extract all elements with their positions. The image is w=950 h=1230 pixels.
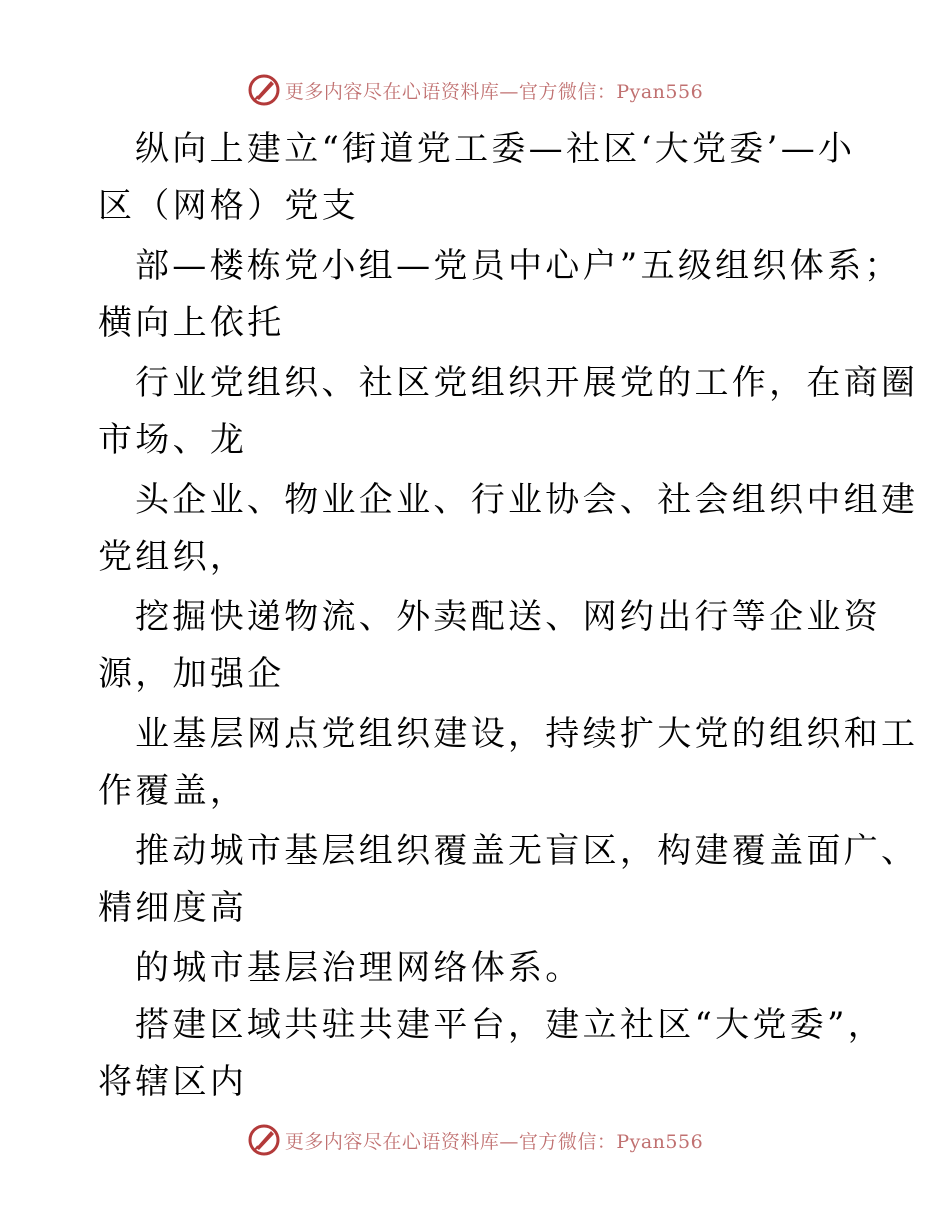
body-line: 区（网格）党支 (98, 186, 360, 226)
body-line: 将辖区内 (98, 1062, 248, 1102)
body-line: 头企业、物业企业、行业协会、社会组织中组建 (135, 480, 919, 520)
body-line: 横向上依托 (98, 303, 285, 343)
quill-logo-icon (247, 1123, 281, 1157)
body-line: 的城市基层治理网络体系。 (135, 948, 583, 988)
body-line: 挖掘快递物流、外卖配送、网约出行等企业资 (135, 597, 881, 637)
footer-banner (0, 1120, 950, 1160)
quill-logo-icon (247, 73, 281, 107)
body-line: 行业党组织、社区党组织开展党的工作，在商圈 (135, 363, 919, 403)
header-banner-text: 更多内容尽在心语资料库—官方微信：Pyan556 (284, 80, 704, 103)
body-line: 精细度高 (98, 888, 248, 928)
footer-banner-text: 更多内容尽在心语资料库—官方微信：Pyan556 (284, 1130, 704, 1153)
body-line: 推动城市基层组织覆盖无盲区，构建覆盖面广、 (135, 831, 919, 871)
body-line: 部—楼栋党小组—党员中心户”五级组织体系； (135, 246, 902, 286)
body-line: 作覆盖， (98, 771, 248, 811)
body-line: 搭建区域共驻共建平台，建立社区“大党委”， (135, 1005, 886, 1045)
body-line: 党组织， (98, 537, 248, 577)
body-line: 纵向上建立“街道党工委—社区‘大党委’—小 (135, 129, 856, 169)
body-line: 市场、龙 (98, 420, 248, 460)
header-banner (0, 70, 950, 110)
body-line: 源，加强企 (98, 654, 285, 694)
body-line: 业基层网点党组织建设，持续扩大党的组织和工 (135, 714, 919, 754)
